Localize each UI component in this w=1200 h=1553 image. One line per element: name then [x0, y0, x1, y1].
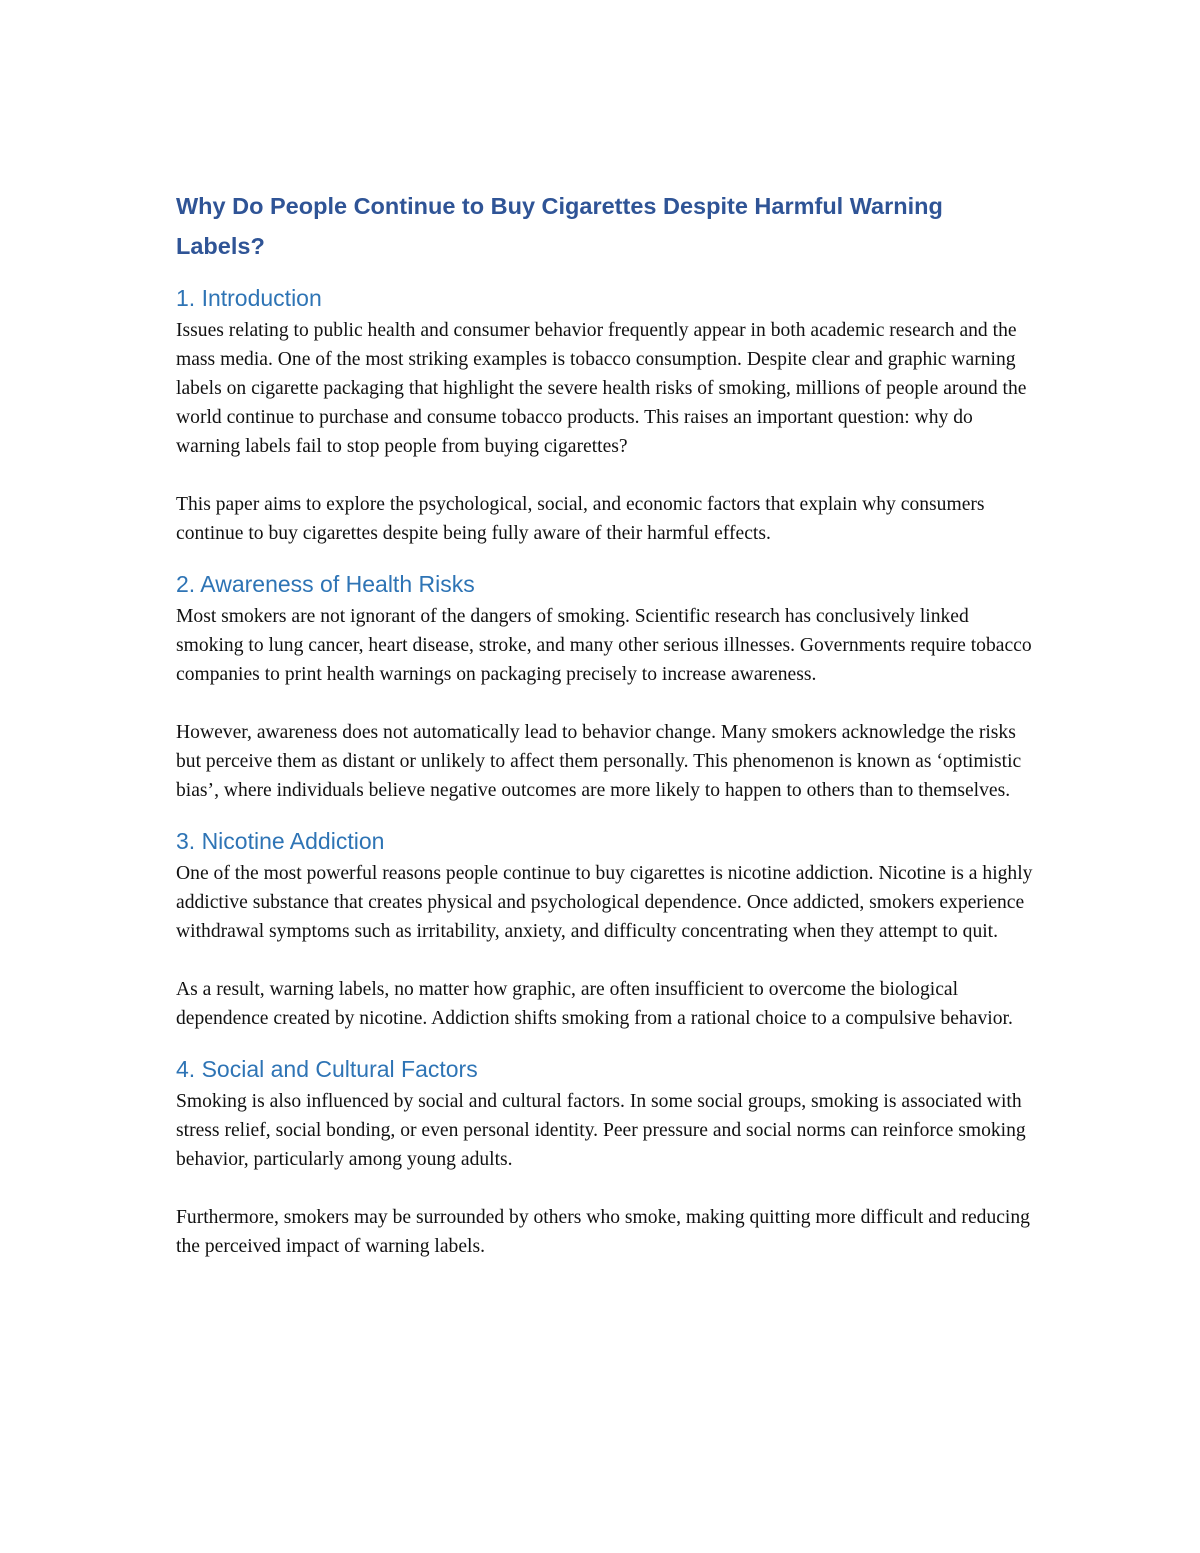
section-awareness-of-health-risks [176, 568, 1050, 805]
section-introduction [176, 282, 1050, 548]
section-heading: 2. Awareness of Health Risks [176, 571, 475, 597]
section-heading: 1. Introduction [176, 285, 322, 311]
paragraph: This paper aims to explore the psychological, social, and economic factors that explain why consumers continue to buy cigarettes despite being fully aware of their harmful effects. [176, 494, 985, 544]
section-nicotine-addiction [176, 825, 1050, 1033]
section-heading: 4. Social and Cultural Factors [176, 1056, 478, 1082]
paragraph: Furthermore, smokers may be surrounded by others who smoke, making quitting more difficult and reducing the perceived impact of warning labels. [176, 1207, 1030, 1257]
paragraph: However, awareness does not automatically lead to behavior change. Many smokers acknowledge the risks but perceive them as distant or unlikely to affect them personally. This phenomenon is known as ‘optimistic bias’, where individuals believe negative outcomes are more likely to happen to others than to themselves. [176, 722, 1022, 801]
section-heading: 3. Nicotine Addiction [176, 828, 385, 854]
paragraph: One of the most powerful reasons people continue to buy cigarettes is nicotine addiction. Nicotine is a highly addictive substance that creates physical and psychological dependence. Once addicted, smokers experience withdrawal symptoms such as irritability, anxiety, and difficulty concentrating when they attempt to quit. [176, 863, 1033, 942]
section-social-and-cultural-factors [176, 1053, 1050, 1261]
paragraph: Issues relating to public health and consumer behavior frequently appear in both academic research and the mass media. One of the most striking examples is tobacco consumption. Despite clear and graphic warning labels on cigarette packaging that highlight the severe health risks of smoking, millions of people around the world continue to purchase and consume tobacco products. This raises an important question: why do warning labels fail to stop people from buying cigarettes? [176, 320, 1027, 457]
document-title: Why Do People Continue to Buy Cigarettes Despite Harmful Warning Labels? [176, 193, 943, 259]
paragraph: Most smokers are not ignorant of the dangers of smoking. Scientific research has conclusively linked smoking to lung cancer, heart disease, stroke, and many other serious illnesses. Governments require tobacco companies to print health warnings on packaging precisely to increase awareness. [176, 606, 1032, 685]
paragraph: As a result, warning labels, no matter how graphic, are often insufficient to overcome the biological dependence created by nicotine. Addiction shifts smoking from a rational choice to a compulsive behavior. [176, 979, 1013, 1029]
paragraph: Smoking is also influenced by social and cultural factors. In some social groups, smoking is associated with stress relief, social bonding, or even personal identity. Peer pressure and social norms can reinforce smoking behavior, particularly among young adults. [176, 1091, 1026, 1170]
